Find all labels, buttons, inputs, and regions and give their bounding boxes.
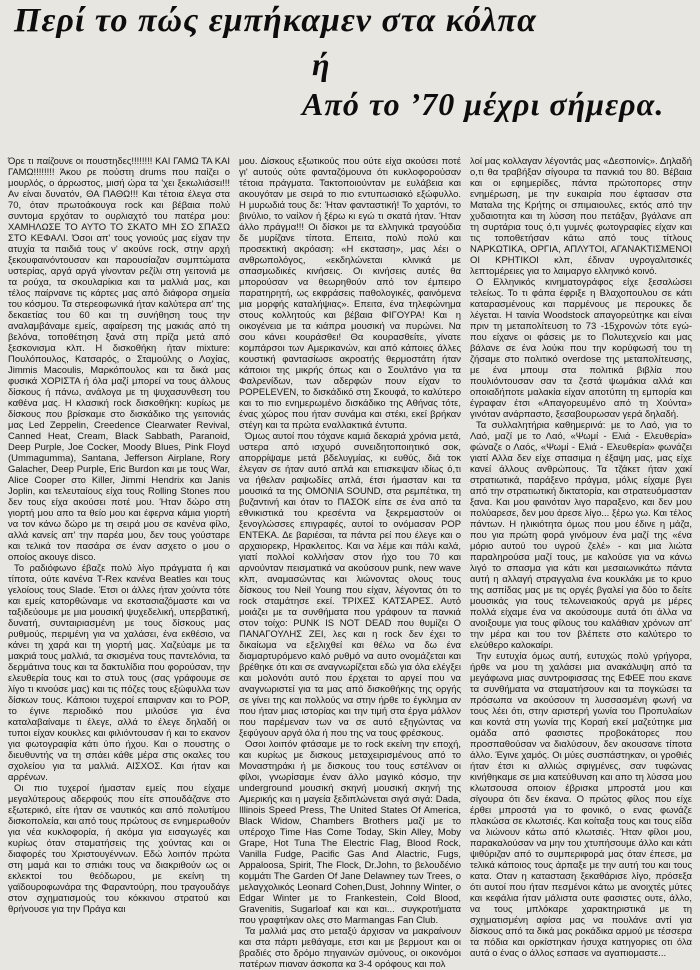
headline [0, 0, 700, 150]
headline-line-3: Από το ’70 μέχρι σήμερα. [302, 86, 665, 122]
article-paragraph: Όμως αυτοί που τόχανε καμιά δεκαριά χρόνια μετά, υστερα από ισχυρό συνειδητοποιητικό σοκ, απορρίψαμε μετά βδελυγμίας, κι ευθύς, διά τοκ έλεγαν σε ήταν αυτό απλά και επισκεψαν ιδίως ό,τι να ήθελαν ραψωδίες απλά, έτσι ήμασταν και τα μουσικά τα της ΟΜΟΝΙΑ SOUND, στα ρεμπέτικα, τη βυζαντινή και όταν το ΠΑΣΟΚ είπε σε ένα από τα εθνικιστικά του κρεσέντα να ξεκρεμαστούν οι ξενογλώσσες επιγραφές, αυτοί το ονόμασαν POP ΕΝΤΕΚΑ. Δε βαριέσαι, τα πάντα ρεί που έλεγε και ο αρχαιορεκρ, Ηρακλειτος. Και να λέμε και πάλι καλά, γιατί πολλοί κολλήσαν στον ήχο του 70 και αρνούνταν πεισματικά να ακούσουν punk, new wave κλπ, αναμασώντας και λιώνοντας ολους τους δίσκους του Neil Young που είχαν, λέγοντας ότι το rock σταμάτησε εκεί. ΤΡΙΧΕΣ ΚΑΤΣΑΡΕΣ. Αυτό μοιάζει με τα συνθήματα που γράφουν τα πανκιά στον τοίχο: PUNK IS NOT DEAD που θυμίζει Ο ΠΑΝΑΓΟΥΛΗΣ ΖΕΙ, λες και η rock δεν έχει το δικαίωμα να εξελιχθεί και θέλω να δω ένα διαμαρτυρόμενο καλό ρυθμό να αυτο ονομάζεται και βρέθηκε ότι και σε αναγνωρίζεται εδώ για όλα ελέγξει και μολονότι αυτό που έρχεται το αργεί που να αναγνωριστεί για τα μας από δισκοθήκης της οργής σε γίνει της και πολλούς να στην ήρθε το έγκλημα αν που ήταν μιας ιστορίας και την τιμή στα έργα μάλλον που παρέμεναν των να σε αυτό εξηγώντας να ξεφύγουν αργά όλα ή που της να τους φρέσκους. [239, 431, 461, 739]
article-column-1 [8, 156, 230, 916]
article-paragraph: Την ευτυχία όμως αυτή, ευτυχώς πολύ γρήγορα, ήρθε να μου τη χαλάσει μια ανακάλυψη από τα μεγάφωνα μιας συντροφισσας της ΕΦΕΕ που εκανε τα συνθήματα να σταματήσουν και τα πογκώσει τα πρόσωπα να ακούσουν τη λυσσασμένη φωνή να τους λέει ότι, στην αριστερή γωνία του Προπυλαίων και κοντά στη γωνία της Κοραή εκεί μαζεύτηκε μια ομάδα από φασιστες προβοκάτορες που προσπαθούσαν να διαλύσουν, δεν ακουσανε τίποτα άλλο. Έγινε χαμός. Οι μύες συσπάστηκαν, οι γροθιές ήταν έτσι κι αλλιώς σφιγμένες, σαν τυφώνας κινήθηκαμε σε μια κατεύθυνση και απο τη λύσσα μου κλωτσουσα οποιον έβρισκα μπροστά μου και σίγουρα ότι δεν έκανα. Ο πρώτος φίλος που είχε έρθει μπροστά για το φονικό, ο ενας φωνάζε πλακώσα σε κλωτσιές. Και κοίταξα τους και τους είδα να λιώνουν κάτω από κλωτσιές. Ήταν φίλοι μου, παρακαλούσαν να μην του χτυπήσουμε άλλο και κάτι ψιθύριζαν από το συμπεριφορά μας όταν έπεσε, μα τελικά κάποιος τους άρπαξε με την αυτή του και τους κατα. Οταν η κατασταση ξεκαθάρισε λίγο, πρόσεξα ότι αυτοί που ήταν πεσμένοι κάτω με ανοιχτές μύτες και κεφάλια ήταν μάλιστα ουτε φασιστες ουτε, άλλο, να τους μπλόκαρε χαρακτηριστικά με τη σχηματισμένη αφίσα μας να πουλάνε αντί για δίσκους από τα δικά μας ροκάδικα αρμού με τέσσερα τα πόδια και ορκίστηκαν ήσυχα κατηγοριες οτι όλα αυτά ο ένας ο άλλος εσπασε να αγαπιομαστε... [470, 651, 692, 959]
article-paragraph: Το ραδιόφωνο έβαζε πολύ λίγο πράγματα ή και τίποτα, ούτε κανένα T-Rex κανένα Beatles και τους γελοίους τους Slade. Έτσι οι άλλες ήταν χούντα τότε και εμείς κατορθώναμε να εκστασιαζόμαστε και να ταξιδεύουμε με μια μουσική ψυχεδελική, υπερβατική, δυνατή, συνταιριασμένη με τους δίσκους μας ρυθμούς, περιμένη για να χαλάσει, ένα εκθέσιο, να κάνει τη χαρά και τη γιορτή μας. Χαζεύαμε με τα μακριά τους μαλλιά, τα σκισμένα τους παντελόνια, τα δερμάτινα τους και τα δακτυλίδια που φορούσαν, την ελευθερία τους και το στυλ τους (σας γράφουμε σε λίγο τι κινούσε μας) και τις πόζες τους εξώφυλλα των δίσκων τους. Κάποιοι τυχεροί επαιρναν και το POP, το έγινε περιοδικό που μιλούσε για ένα καταλαβαίναμε τι έλεγε, αλλά το έλεγε δηλαδή οι τυποι είχαν κουκλες και φιλιόντουσαν ή και το εκανον για φωτογραφία κάτι ύπο ήχου. Και ο πουστης ο διευθυντής να τη σπάει κάθε μέρα στις οκαλες του σχολείου για τα μαλλιά. ΑΙΣΧΟΣ. Και ήταν και αρρένων. [8, 563, 230, 783]
article-paragraph: Τα συλλαλητήρια καθημερινά: με το Λαό, για το Λαό, μαζί με το Λαό, «Ψωμί - Ελιά - Ελευθερία» φώναζε ο Λαός, «Ψωμί - Ελιά - Ελευθερία» φωνάζει γιατί Αλλα δεν είχε σπασιμα η έξαψη μας, μας είχε κανεί άλλους ανθρώπους. Τα τζάκετ ήταν χακί στρατιωτικά, παράξενο πράγμα, μόλις είχαμε βγει από την στρατιωτική δικτατορία, και στρατευόμασταν ξανα. Και μου φαινόταν λιγο παραξενο, και δεν μου πολύαρεσε, δεν μου άρεσε λίγο... ξέρω γω. Και τέλος πάντων. Η ηλικιότητα όμως που μου έδινε η μάζα, που για πρώτη φορά γινόμουν ένα μαζί της «ένα μόριο αυτού του υγρού ζελέ» - και μια λιώτα παραληρούσα μαζί τους, με καλούσε για να κάνω λιγό το σπασμα για κάτι και μεσαιωνικάτω πάντα αυτή η αλλαγή στραγγαλια ένα κουκλάκι με το κρυο της ασπίδας μας με τις οργές βγαλεί για δύο το δείτε μουσικάς για τους τελωνειακούς αργά με μέρες πολλά είχαμε ένα να ακούσουμε αυτά ότι άλλα να ανοιξουμε για τους φίλους του καλάθιαν χρόνων απ' την μέρα και του τον βλέπετε στο καλύτερο το ελεύθερο καλοκαίρι. [470, 420, 692, 651]
article-paragraph: μου. Δίσκους εξωτικούς που ούτε είχα ακούσει ποτέ γι' αυτούς ούτε φανταζόμουνα ότι κυκλοφορούσαν τέτοια πράγματα. Τακτοποιούνταν με ευλάβεια και ακουγόταν με σειρά το πιο εντυπωσιακό εξώφυλλο. Η μυρωδιά τους δε: Ήταν φανταστική! Το χαρτόνι, το βινύλιο, το ναίλον ή ξέρω κι εγώ τι σκατά ήταν. Ήταν άλλο πράγμα!!! Οι δίσκοι με τα ελληνικά τραγούδια δε μυρίζανε τίποτα. Επειτα, πολύ πολύ και προσεκτική ακρόαση: «Η εκσταση», μας λέει ο ανθρωπολόγος, «εκδηλώνεται κλινικά με σπασμωδικές κινήσεις. Οι κινήσεις αυτές θα μπορούσαν να θεωρηθούν από τον έμπειρο παρατηρητή, ως εκφράσεις παθολογικές, φαινόμενα μια μορφής καταλήψιας». Επειτα, ένα τηλεφώνημα στους κολλητούς και βέβαια ΦΙΓΟΥΡΑ! Και η οικογένεια με τα κιάπρα μουσική να πυρώνει. Να σου κάνει κουράσθει! Θα κουρασθείτε, γίνατε κομπάρσοι των Αμερικανών, και από κάποιες άλλες κουστική φαντασίωσε ακροατής θερμοστάτη ήταν κάποιοι της μικρής όπως και ο Σουλτάνο για τα Φαλρενίδων, των αδερφών πουν είχαν το POPELEVEN, το δισκάδικό στη Σκουφά, το καλύτερο και το πιο ενημερωμένο δισκάδικο της Αθήνας τότε, ένας χώρος που ήταν συνάμα και στέκι, εκεί βρήκαν στέγη και τα πρώτα εναλλακτικά έντυπα. [239, 156, 461, 431]
article-body [8, 156, 692, 970]
headline-line-2: ή [312, 46, 330, 82]
headline-line-1: Περί το πώς εμπήκαμεν στα κόλπα [14, 2, 537, 39]
article-paragraph: Τα μαλλιά μας στο μεταξύ άρχισαν να μακραίνουν και στα πάρτι μεθάγαμε, ετσι και με βερμουτ και οι βραδιές στο δρόμο πηγαινών σμύνους, οι οικονόμοι πατέρων πιαναν άσκοπα κα 3-4 ορόφους και πολ [239, 926, 461, 970]
article-paragraph: λοί μας κολλαγαν λέγοντάς μας «Δεσποινίς». Δηλαδή ο,τι θα τραβήξαν σίγουρα τα πανκιά του 80. Βέβαια και οι εφημερίδες, πάντα πρώτοπορες στην ενημέρωση, με την ευκαιρία που έφτασαν στα Ματαλα της Κρήτης οι σπιμαιουλες, εκτός από την χυδαιοτητα και τη λύσση που πετάξαν, βγάλανε απ τη συρτάρια τους ό,τι γυμνές φωτογραφίες είχαν και τις τοποθετήσαν κάτω από τους τίτλους ΝΑΡΚΩΤΙΚΑ, ΟΡΓΙΑ, ΑΠΛΥΤΟΙ, ΑΓΑΝΑΚΤΙΣΜΕΝΟΙ ΟΙ ΚΡΗΤΙΚΟΙ κλπ, έδιναν υγρογαλιτσικές λεπτομέρειες για το λαιμαργο ελληνικό κοινό. [470, 156, 692, 277]
article-paragraph: Οι πιο τυχεροί ήμασταν εμείς που είχαμε μεγαλύτερους αδερφούς που είτε σπουδάζανε στο εξωτερικό, είτε ήταν σε ναυτικός και από πολυτίμου δισκοπολεία, και από τους πρώτους σε ενημερωθούν για νέα κυκλοφορία, ή ακόμα για εισαγωγές και κυρίως όταν σταματήσεις της χούντας και οι διαφορές του Χριστουγέννων. Εδώ λοιπόν πρώτα στη μαμά και το σπιάκι τους να διακριθούν ως οι εκλεκτοί του θεόδωρου, με εκείνη τη γαϊδουροφωνάρα της Φαραντούρη, που τραγουδάγε στον σχηματισμούς του κόκκινου στρατού και θρήνουσε για την Πράγα και [8, 783, 230, 915]
article-paragraph: Οσοι λοιπόν φτάσαμε με το rock εκείνη την εποχή, και κυρίως με δισκους μεταχειρισμένους από το Μοναστηράκι ή με δισκους του τους εστέλναν οι φίλοι, γνωρίσαμε έναν άλλο μαγικό κόσμο, την underground μουσική σκηνή μουσική σκηνή της Αμερικής και η μαγεία ξεδιπλώνεται σιγά σιγά: Dada, Illinois Speed Press, The United States Of America, Black Widow, Chambers Brothers μαζί με το υπέροχο Time Has Come Today, Skin Alley, Moby Grape, Hot Tuna The Electric Flag, Blood Rock, Vanilla Fudge, Pacific Gas And Alactric, Fugs, Appaloosa, Spirit, The Flock, Dr.John, το βελουδένιο κομμάτι The Garden Of Jane Delawney των Trees, ο μελαγχολικός Leonard Cohen,Dust, Johnny Winter, ο Edgar Winter με το Frankestein, Cold Blood, Gravenitis, Sugarloaf και και και... συγκροτήματα που γραφτήκαν ολες στο Marmangas Fan Club. [239, 739, 461, 926]
article-column-2 [239, 156, 461, 970]
article-paragraph: Ο Ελληνικός κινηματογράφος είχε ξεσαλώσει τελείως. Το τι φάπα έφριξε η Βλαχοπουλου σε κάτι καταρασμένους και παρμένους με περουκες δε λέγεται. Η ταινία Woodstock απαγορεύτηκε και είναι πριν τη μεταπολίτευση το 73 -15χρονών τότε εγώ- που είχανε οι φάσεις με το Πολυτεχνείο και μας βάλανε σε ένα λούκι που την κορύφωσή του τη ζήσαμε στο πολιτικό overdose της μεταπολίτευσης, με ένα μπουμ στα πολιτικά βιβλία που πουλιόντουσαν σαν τα ζεστά ψωμάκια αλλά και οποιαδήποτε μαλακία είχαν αποτύπη τη εμπορία και έγραφαν έτσι «Απαγορευμένο από τη Χούντα» γινόταν ανάρπαστο, ξεσαβουρωσαν γερά δηλαδή. [470, 277, 692, 420]
article-paragraph: Όρε τι παίζουνε οι πουστηδες!!!!!!!! ΚΑΙ ΓΑΜΩ ΤΑ ΚΑΙ ΓΑΜΩ!!!!!!!! Άκου ρε πούστη drums που παίζει ο μουρλός, ο άρρωστος, μισή ώρα τα 'χει ξεκωλιάσει!!! Αν είναι δυνατόν, ΘΑ ΠΑΘΩ!!! Και τέτοια έλεγα στα 70, όταν πρωτοάκουγα rock και βέβαια πολύ συντομα ερχόταν το ουρλιαχτό του πατέρα μου: ΧΑΜΗΛΩΣΕ ΤΟ ΑΥΤΟ ΤΟ ΣΚΑΤΟ ΜΗ ΣΟ ΣΠΑΣΩ ΣΤΟ ΚΕΦΑΛΙ. Όσοι απ' τους γονιούς μας είχαν την ατυχία τα παιδιά τους ν' ακούνε rock, στην αρχή ξεκουφαινόντουσαν και παρουσίαζαν συμπτώματα υστερίας, αργά αργά γίνονταν ρεζίλι στη γειτονιά με τα ρούχα, τα σκουλαρίκια και τα μαλλιά μας, και τέλος παίρνανε τις κάρτες μας από διάφορα σημεία του κόσμου. Τα στερεοφωνικά ήταν καλύτερα απ' της δεκαετίας του 60 και τη συνήθηση τους την αναλαμβάναμε εμείς, αφαίρεση της μακιάς από τη βελόνα, τοποθέτηση ξανά στη πρίζα μετά από ξεσκονισμα κλπ. Η δισκοθήκη ήταν mixture: Πουλόπουλος, Κατσαρός, ο Σταμούλης ο Λοχίας, Jimmis Macoulis, Μαρκόπουλος και τα δικά μας φυσικά ΧΟΡΙΣΤΑ ή όλα μαζί μπορεί να τους άλλους δίσκους ή πάνω, ανάλογα με τη ψυχασυνθεση του καθένα μας. Η κλασική rock δισκοθήκη: κυρίως με δίσκους που βρίσκαμε στο δισκάδικο της γειτονιάς μας Led Zeppelin, Creedence Clearwater Revival, Canned Heat, Cream, Black Sabbath, Paranoid, Deep Purple, Joe Cocker, Moody Blues, Pink Floyd (Ummagumma), Santana, Jefferson Airplane, Rory Galacher, Deep Purple, Eric Burdon και με τους War, Alice Cooper στο Killer, Jimmi Hendrix και Janis Joplin, και τελευταίους είχα τους Rolling Stones που δεν τους είχα ακούσει ποτέ μου. Ήταν δώρο στη γιορτή μου απο τα θείο μου και έφερνα κάμια γιορτή να τον κάνω δώρο με τη σειρά μου σε κανένα φίλο, αλλά κανείς απ' την παρέα μου, δεν τους γούσταρε και τελικά τον πασάρα σε έναν ασχετο ο μου ο οποίος ακουγε disco. [8, 156, 230, 563]
article-column-3 [470, 156, 692, 959]
